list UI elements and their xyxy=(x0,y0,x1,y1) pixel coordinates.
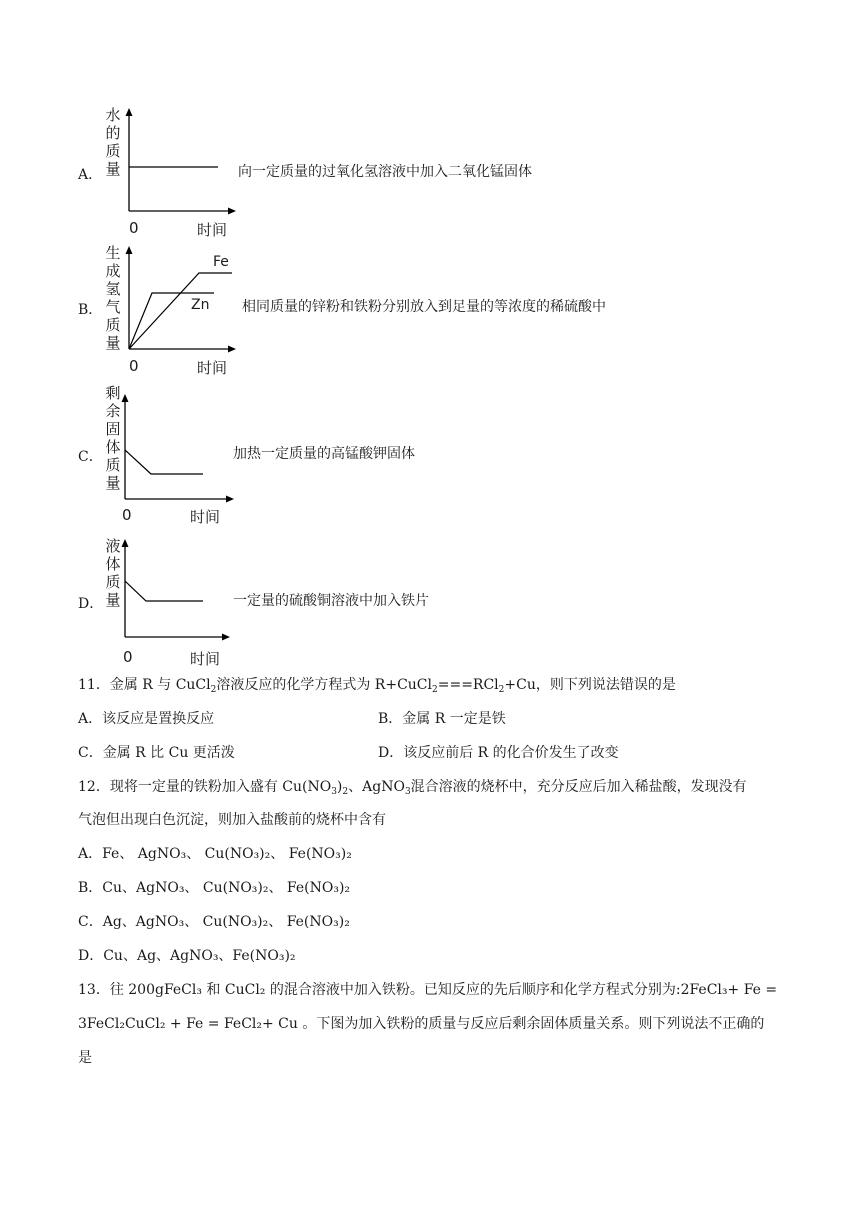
graph-b-fe-label: Fe xyxy=(213,254,229,270)
q11-sub-2: 2 xyxy=(432,685,438,695)
graph-d-ylabel: 液体质量 xyxy=(105,537,121,609)
q11-choice-d[interactable]: D．该反应前后 R 的化合价发生了改变 xyxy=(378,745,619,761)
q11-choice-c[interactable]: C．金属 R 比 Cu 更活泼 xyxy=(78,745,235,761)
graph-b-zn-label: Zn xyxy=(191,297,210,313)
q12-stem-b: ) xyxy=(336,779,343,795)
graph-b xyxy=(104,244,239,377)
q13-stem-line1: 13．往 200gFeCl₃ 和 CuCl₂ 的混合溶液中加入铁粉。已知反应的先后顺序和化学方程式分别为:2FeCl₃+ Fe = xyxy=(78,982,778,998)
q11-stem-d: +Cu，则下列说法错误的是 xyxy=(504,677,676,693)
q12-choice-a[interactable]: A．Fe、 AgNO₃、 Cu(NO₃)₂、 Fe(NO₃)₂ xyxy=(78,846,352,862)
q12-stem-c: 、AgNO xyxy=(348,779,405,795)
option-c-letter: C． xyxy=(78,449,103,465)
graph-d xyxy=(104,537,239,667)
option-a-letter: A． xyxy=(78,167,103,183)
option-a-desc: 向一定质量的过氧化氢溶液中加入二氧化锰固体 xyxy=(238,164,532,180)
q11-sub-1: 2 xyxy=(210,685,217,695)
option-b-letter: B． xyxy=(78,302,103,318)
q11-stem-c: ===RCl xyxy=(437,677,499,693)
q12-stem-a: 12．现将一定量的铁粉加入盛有 Cu(NO xyxy=(78,779,332,795)
graph-a-axes xyxy=(104,106,239,236)
q12-choice-c[interactable]: C．Ag、AgNO₃、 Cu(NO₃)₂、 Fe(NO₃)₂ xyxy=(78,914,350,930)
q11-choice-a[interactable]: A．该反应是置换反应 xyxy=(78,711,215,727)
option-d-letter: D． xyxy=(78,596,104,612)
graph-c-curve xyxy=(125,450,203,474)
graph-b-origin: 0 xyxy=(129,357,139,375)
q13-stem-line3: 是 xyxy=(78,1050,92,1066)
graph-a-xlabel: 时间 xyxy=(197,221,228,239)
graph-c-axes xyxy=(104,384,239,526)
q12-stem-line1 xyxy=(78,778,747,801)
q12-choice-d[interactable]: D．Cu、Ag、AgNO₃、Fe(NO₃)₂ xyxy=(78,948,296,964)
q12-stem-d: 混合溶液的烧杯中，充分反应后加入稀盐酸，发现没有 xyxy=(410,779,747,795)
q11-choice-b[interactable]: B．金属 R 一定是铁 xyxy=(378,711,506,727)
option-d-desc: 一定量的硫酸铜溶液中加入铁片 xyxy=(233,593,429,609)
option-c-desc: 加热一定质量的高锰酸钾固体 xyxy=(233,446,415,462)
graph-c-xlabel: 时间 xyxy=(190,508,221,526)
graph-d-origin: 0 xyxy=(123,648,133,666)
graph-d-curve xyxy=(125,581,203,601)
q12-stem-line2: 气泡但出现白色沉淀，则加入盐酸前的烧杯中含有 xyxy=(78,812,386,828)
q11-stem xyxy=(78,676,676,699)
graph-b-ylabel: 生成氢气质量 xyxy=(105,244,121,352)
q11-stem-a: 11．金属 R 与 CuCl xyxy=(78,677,211,693)
q12-sub-3b: 3 xyxy=(404,787,411,797)
q12-sub-2: 2 xyxy=(342,787,349,797)
graph-c-origin: 0 xyxy=(122,506,132,524)
q12-sub-3a: 3 xyxy=(331,787,337,797)
graph-d-xlabel: 时间 xyxy=(190,650,221,668)
graph-a xyxy=(104,106,239,239)
graph-a-origin: 0 xyxy=(129,219,139,237)
q11-sub-3: 2 xyxy=(498,685,505,695)
graph-c xyxy=(104,384,239,526)
option-b-desc: 相同质量的锌粉和铁粉分别放入到足量的等浓度的稀硫酸中 xyxy=(242,299,606,315)
q12-choice-b[interactable]: B．Cu、AgNO₃、 Cu(NO₃)₂、 Fe(NO₃)₂ xyxy=(78,880,351,896)
graph-a-ylabel: 水的质量 xyxy=(105,106,121,178)
graph-b-xlabel: 时间 xyxy=(197,359,228,377)
graph-c-ylabel: 剩余固体质量 xyxy=(105,384,121,492)
q11-stem-b: 溶液反应的化学方程式为 R+CuCl xyxy=(216,677,432,693)
q13-stem-line2: 3FeCl₂CuCl₂ + Fe = FeCl₂+ Cu 。下图为加入铁粉的质量与反应后剩余固体质量关系。则下列说法不正确的 xyxy=(78,1016,765,1032)
